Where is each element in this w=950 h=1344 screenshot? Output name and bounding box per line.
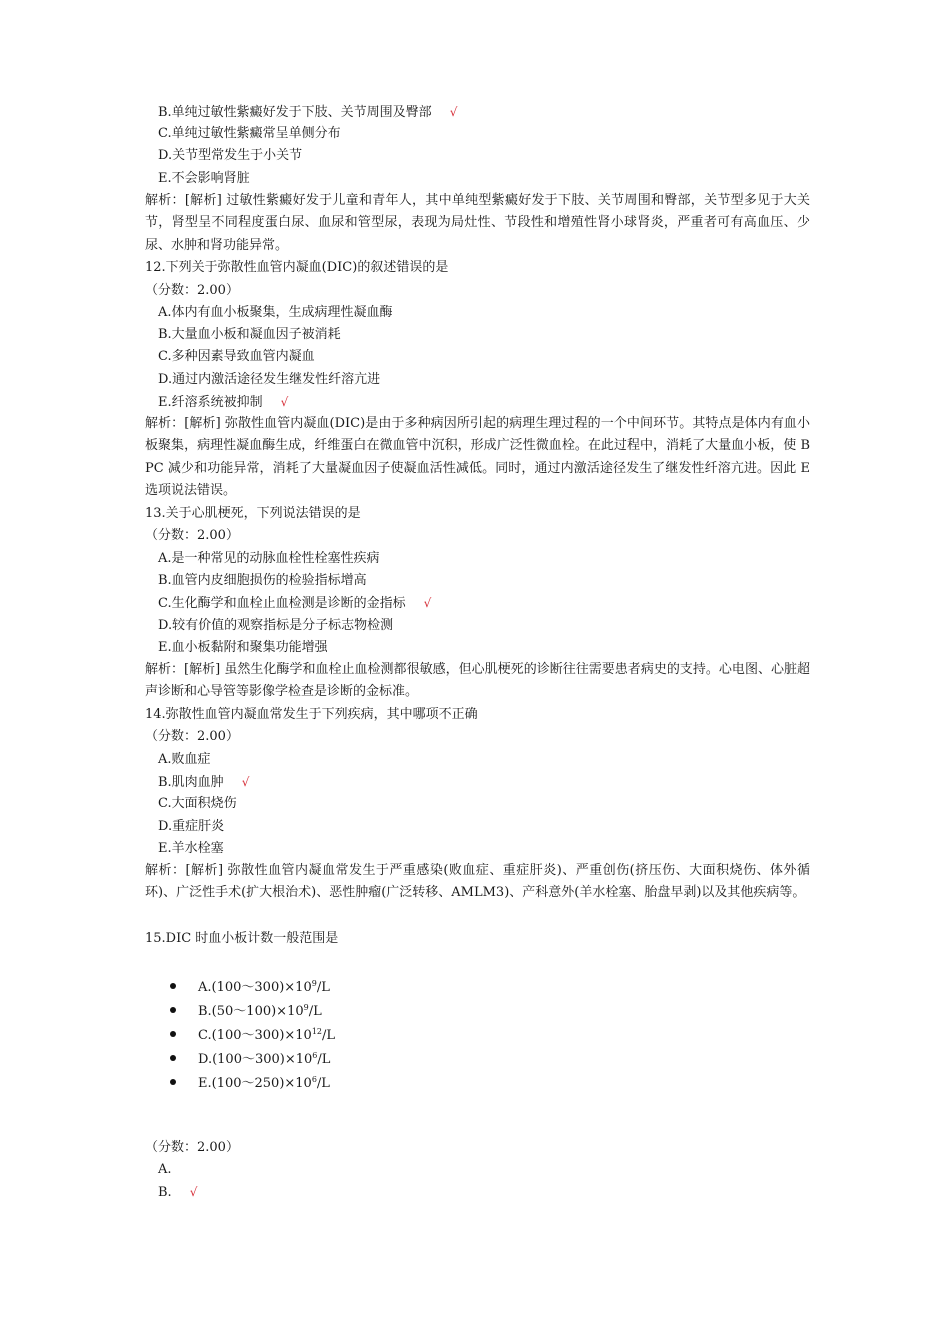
q12-score: （分数：2.00） (145, 283, 239, 298)
bullet-icon (170, 1007, 176, 1013)
q12-option-a: A.体内有血小板聚集，生成病理性凝血酶 (158, 305, 393, 320)
q15-bullet-item-e: $E.(100\sim 250)\times 10^6/L$ (170, 1068, 330, 1092)
q11-option-c: C.单纯过敏性紫癜常呈单侧分布 (158, 126, 341, 141)
q15-bullet-item-b: $B.(50\sim 100)\times 10^9/L$ (170, 996, 322, 1020)
q11-analysis: 解析：[解析] 过敏性紫癜好发于儿童和青年人，其中单纯型紫癜好发于下肢、关节周围和臀部，关节型多见于大关节，肾型呈不同程度蛋白尿、血尿和管型尿，表现为局灶性、节段性和增殖性肾小球肾炎，严重者可有高血压、少尿、水肿和肾功能异常。 (145, 193, 810, 253)
option-text: C.生化酶学和血栓止血检测是诊断的金指标 (158, 596, 406, 611)
q13-analysis: 解析：[解析] 虽然生化酶学和血栓止血检测都很敏感，但心肌梗死的诊断往往需要患者病史的支持。心电图、心脏超声诊断和心导管等影像学检查是诊断的金标准。 (145, 662, 810, 700)
q15-score: （分数：2.00） (145, 1140, 239, 1155)
q13-score: （分数：2.00） (145, 528, 239, 543)
option-text: B.单纯过敏性紫癜好发于下肢、关节周围及臀部 (158, 105, 432, 120)
bullet-icon (170, 983, 176, 989)
correct-check-icon: √ (189, 1185, 198, 1199)
bullet-icon (170, 1055, 176, 1061)
correct-check-icon: √ (280, 395, 289, 409)
q14-option-a: A.败血症 (158, 752, 211, 767)
q13-option-e: E.血小板黏附和聚集功能增强 (158, 640, 328, 655)
q13-option-b: B.血管内皮细胞损伤的检验指标增高 (158, 573, 367, 588)
q15-option-a: A. (158, 1162, 172, 1177)
q15-bullet-item-d: $D.(100\sim 300)\times 10^6/L$ (170, 1044, 330, 1068)
q14-option-e: E.羊水栓塞 (158, 841, 224, 856)
q12-option-c: C.多种因素导致血管内凝血 (158, 349, 315, 364)
q12-analysis: 解析：[解析] 弥散性血管内凝血(DIC)是由于多种病因所引起的病理生理过程的一个中间环节。其特点是体内有血小板聚集，病理性凝血酶生成，纤维蛋白在微血管中沉积，形成广泛性微血栓。在此过程中，消耗了大量血小板，使 BPC 减少和功能异常，消耗了大量凝血因子使凝血活性减低。同时，通过内激活途径发生了继发性纤溶亢进。因此 E 选项说法错误。 (145, 416, 810, 499)
q12-option-e (158, 391, 288, 413)
q14-score: （分数：2.00） (145, 729, 239, 744)
q13-option-d: D.较有价值的观察指标是分子标志物检测 (158, 618, 394, 633)
q12-option-d: D.通过内激活途径发生继发性纤溶亢进 (158, 372, 381, 387)
option-text: B.肌肉血肿 (158, 775, 224, 790)
bullet-icon (170, 1031, 176, 1037)
q14-option-c: C.大面积烧伤 (158, 796, 237, 811)
q15-bullet-item-c: $C.(100\sim 300)\times 10^{12}/L$ (170, 1020, 335, 1044)
q12-option-b: B.大量血小板和凝血因子被消耗 (158, 327, 341, 342)
q11-option-d: D.关节型常发生于小关节 (158, 148, 303, 163)
q14-analysis: 解析：[解析] 弥散性血管内凝血常发生于严重感染(败血症、重症肝炎)、严重创伤(挤压伤、大面积烧伤、体外循环)、广泛性手术(扩大根治术)、恶性肿瘤(广泛转移、AMLM3)、产科意外(羊水栓塞、胎盘早剥)以及其他疾病等。 (145, 863, 810, 901)
q15-bullet-item-a: $A.(100\sim 300)\times 10^9/L$ (170, 972, 330, 996)
q14-option-d: D.重症肝炎 (158, 819, 225, 834)
q11-option-b (158, 101, 457, 123)
q12-stem: 12.下列关于弥散性血管内凝血(DIC)的叙述错误的是 (145, 260, 449, 275)
correct-check-icon: √ (423, 596, 432, 610)
q14-stem: 14.弥散性血管内凝血常发生于下列疾病，其中哪项不正确 (145, 707, 478, 722)
q15-option-b (158, 1181, 197, 1203)
q15-stem: 15.DIC 时血小板计数一般范围是 (145, 931, 339, 946)
option-text: E.纤溶系统被抑制 (158, 395, 263, 410)
correct-check-icon: √ (241, 775, 250, 789)
option-text: B. (158, 1185, 172, 1200)
correct-check-icon: √ (449, 105, 458, 119)
q14-option-b (158, 771, 249, 793)
q13-option-c (158, 592, 431, 614)
bullet-icon (170, 1079, 176, 1085)
q13-option-a: A.是一种常见的动脉血栓性栓塞性疾病 (158, 551, 380, 566)
q11-option-e: E.不会影响肾脏 (158, 171, 250, 186)
q13-stem: 13.关于心肌梗死，下列说法错误的是 (145, 506, 361, 521)
